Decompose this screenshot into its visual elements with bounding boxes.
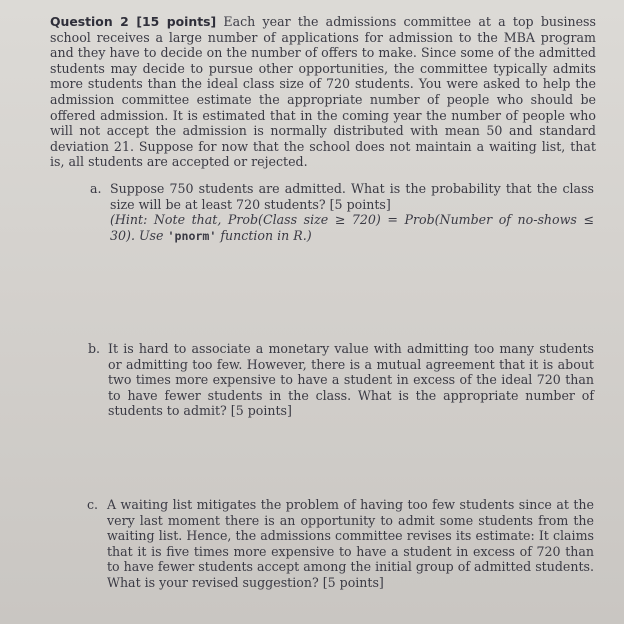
part-a-hint <box>110 212 594 244</box>
part-c-text: A waiting list mitigates the problem of having too few students since at the very last moment there is an opportunity to admit some students from the waiting list. Hence, the admissions committee revises its estimate: It claims that it is five times more expensive to have a student in excess of 720 than to have fewer students accept among the initial group of admitted students. What is your revised suggestion? [5 points] <box>107 497 594 590</box>
part-a-hint-end: function in R.) <box>220 227 312 243</box>
part-a-letter: a. <box>90 181 102 196</box>
question-body: Each year the admissions committee at a top business school receives a large number of applications for admission to the MBA program and they have to decide on the number of offers to make. Since some of the admitted students may decide to pursue other opportunities, the committee typically admits more students than the ideal class size of 720 students. You were asked to help the admission committee estimate the appropriate number of people who should be offered admission. It is estimated that in the coming year the number of people who will not accept the admission is normally distributed with mean 50 and standard deviation 21. Suppose for now that the school does not maintain a waiting list, that is, all students are accepted or rejected. <box>50 14 596 170</box>
part-c-letter: c. <box>87 497 99 512</box>
part-b <box>88 341 594 419</box>
question-intro <box>50 14 596 170</box>
part-a-hint-text: (Hint: Note that, Prob(Class size ≥ 720) = Prob(Number of no-shows ≤ 30). Use <box>110 212 594 243</box>
part-a-text: Suppose 750 students are admitted. What is the probability that the class size will be at least 720 students? [5 points] <box>110 181 594 212</box>
part-a <box>90 181 594 244</box>
part-a-hint-code: 'pnorm' <box>167 228 217 243</box>
question-heading: Question 2 [15 points] <box>50 14 217 29</box>
part-b-letter: b. <box>88 341 101 356</box>
part-b-text: It is hard to associate a monetary value with admitting too many students or admitting too few. However, there is a mutual agreement that it is about two times more expensive to have a student in excess of the ideal 720 than to have fewer students in the class. What is the appropriate number of students to admit? [5 points] <box>108 341 594 419</box>
part-c <box>87 497 594 591</box>
